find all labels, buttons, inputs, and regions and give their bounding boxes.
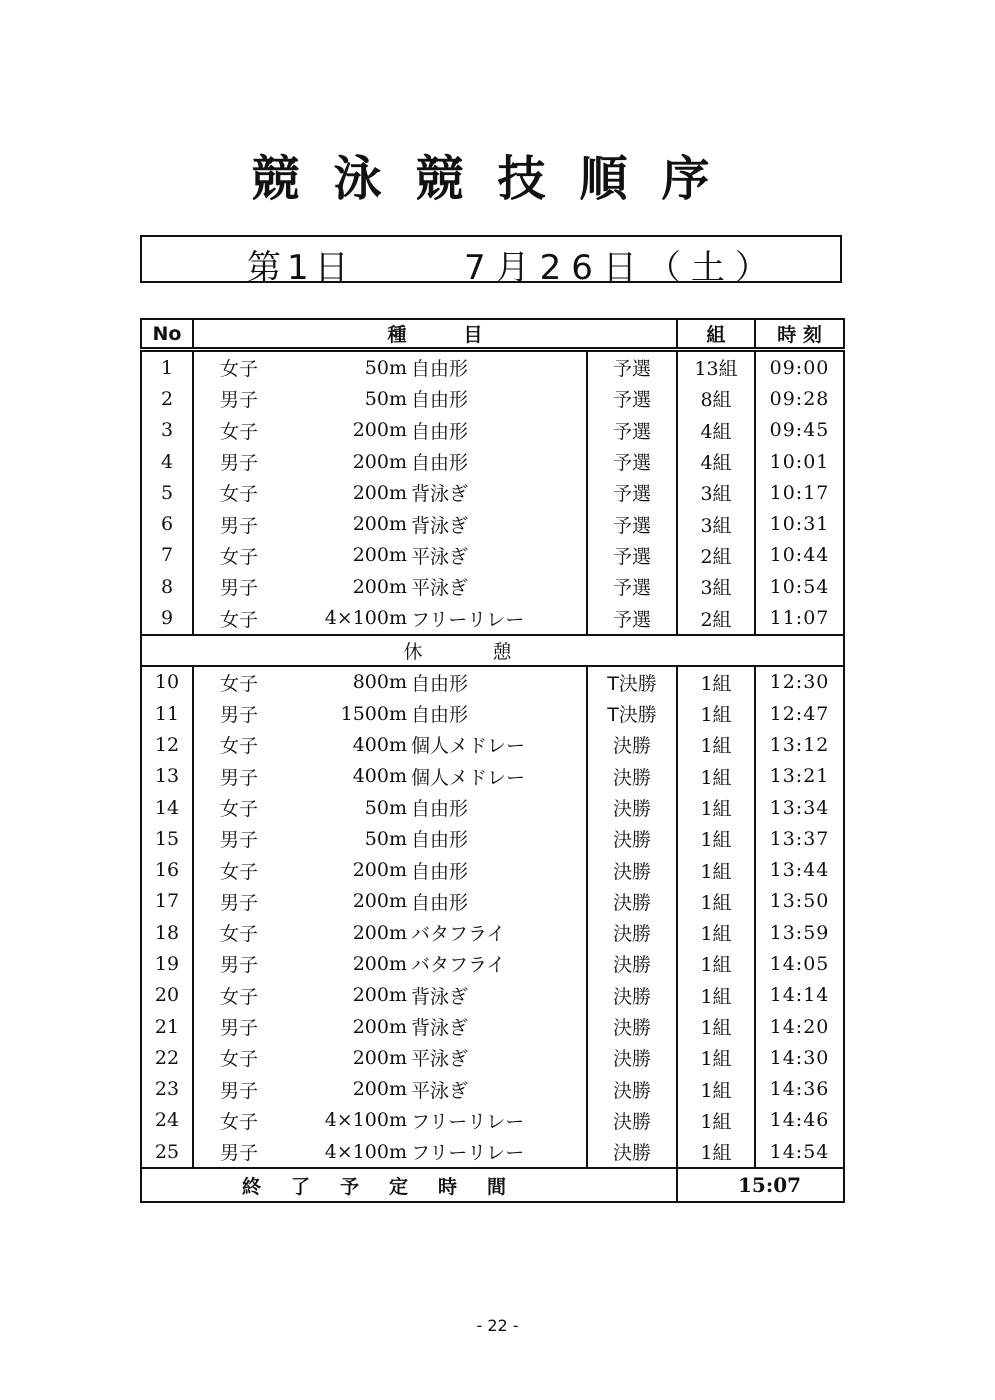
event-time: 14:14 [755, 980, 844, 1011]
event-gender: 男子 [193, 1074, 281, 1105]
event-stroke: 平泳ぎ [411, 1079, 469, 1102]
event-number: 10 [141, 666, 193, 698]
event-gender: 女子 [193, 540, 281, 571]
event-number: 16 [141, 854, 193, 885]
table-row [141, 1136, 844, 1168]
event-stroke: 自由形 [411, 704, 469, 727]
event-distance: 4×100m [324, 607, 407, 630]
event-gender: 男子 [193, 1136, 281, 1168]
table-row [141, 698, 844, 729]
event-round: 決勝 [587, 948, 677, 979]
event-number: 20 [141, 980, 193, 1011]
table-row [141, 1042, 844, 1073]
event-stroke: 背泳ぎ [411, 985, 469, 1008]
table-row [141, 823, 844, 854]
end-time-row [141, 1168, 844, 1202]
event-number: 4 [141, 446, 193, 477]
event-stroke: 自由形 [411, 672, 469, 695]
event-round: 予選 [587, 571, 677, 602]
event-stroke: 背泳ぎ [411, 483, 469, 506]
event-distance: 4×100m [324, 1140, 407, 1163]
event-stroke: 自由形 [411, 860, 469, 883]
event-gender: 女子 [193, 854, 281, 885]
event-stroke: 個人メドレー [411, 766, 526, 789]
event-distance: 200m [352, 984, 407, 1007]
event-time: 10:01 [755, 446, 844, 477]
table-row [141, 792, 844, 823]
event-round: 決勝 [587, 792, 677, 823]
event-time: 14:30 [755, 1042, 844, 1073]
event-distance: 200m [352, 890, 407, 913]
page-number: - 22 - [476, 1316, 519, 1335]
event-distance: 200m [352, 1046, 407, 1069]
event-heats: 1組 [677, 886, 755, 917]
event-distance: 50m [364, 387, 407, 410]
event-round: 予選 [587, 477, 677, 508]
event-heats: 1組 [677, 698, 755, 729]
event-gender: 男子 [193, 823, 281, 854]
event-stroke: 自由形 [411, 389, 469, 412]
event-round: 予選 [587, 350, 677, 384]
end-time: 15:07 [677, 1168, 844, 1202]
event-gender: 男子 [193, 886, 281, 917]
event-number: 8 [141, 571, 193, 602]
event-heats: 4組 [677, 415, 755, 446]
event-distance: 400m [352, 765, 407, 788]
event-time: 13:44 [755, 854, 844, 885]
event-distance: 200m [352, 921, 407, 944]
event-round: 決勝 [587, 1042, 677, 1073]
event-heats: 1組 [677, 1105, 755, 1136]
event-stroke: 背泳ぎ [411, 1017, 469, 1040]
event-gender: 女子 [193, 1042, 281, 1073]
event-distance: 200m [352, 1015, 407, 1038]
schedule-table [140, 318, 845, 1203]
table-row [141, 948, 844, 979]
event-time: 10:31 [755, 508, 844, 539]
event-gender: 男子 [193, 761, 281, 792]
event-distance: 200m [352, 450, 407, 473]
event-number: 25 [141, 1136, 193, 1168]
header-time: 時 刻 [755, 319, 844, 350]
table-row [141, 350, 844, 384]
event-distance: 200m [352, 419, 407, 442]
event-round: 決勝 [587, 761, 677, 792]
event-round: T決勝 [587, 666, 677, 698]
event-heats: 2組 [677, 602, 755, 634]
event-time: 13:50 [755, 886, 844, 917]
event-round: 決勝 [587, 729, 677, 760]
event-time: 14:05 [755, 948, 844, 979]
event-time: 14:36 [755, 1074, 844, 1105]
event-distance: 4×100m [324, 1109, 407, 1132]
event-stroke: 平泳ぎ [411, 545, 469, 568]
event-heats: 1組 [677, 917, 755, 948]
morning-session [141, 350, 844, 635]
table-row [141, 571, 844, 602]
header-no: No [141, 319, 193, 350]
event-time: 09:28 [755, 383, 844, 414]
table-row [141, 854, 844, 885]
event-stroke: フリーリレー [411, 1110, 525, 1133]
event-stroke: 背泳ぎ [411, 514, 469, 537]
event-number: 21 [141, 1011, 193, 1042]
event-time: 12:47 [755, 698, 844, 729]
event-distance: 200m [352, 859, 407, 882]
event-number: 5 [141, 477, 193, 508]
table-row [141, 761, 844, 792]
event-heats: 1組 [677, 1042, 755, 1073]
event-distance: 50m [364, 827, 407, 850]
event-distance: 1500m [340, 702, 407, 725]
event-heats: 1組 [677, 1074, 755, 1105]
event-round: 決勝 [587, 1074, 677, 1105]
event-round: 予選 [587, 446, 677, 477]
event-heats: 1組 [677, 761, 755, 792]
event-heats: 1組 [677, 823, 755, 854]
event-number: 15 [141, 823, 193, 854]
table-row [141, 383, 844, 414]
day-label: 第1日 [247, 248, 355, 288]
table-row [141, 1074, 844, 1105]
event-number: 17 [141, 886, 193, 917]
event-stroke: 平泳ぎ [411, 577, 469, 600]
event-stroke: 平泳ぎ [411, 1048, 469, 1071]
event-stroke: バタフライ [411, 923, 506, 946]
event-stroke: 自由形 [411, 452, 469, 475]
event-stroke: バタフライ [411, 954, 506, 977]
event-distance: 200m [352, 952, 407, 975]
table-row [141, 980, 844, 1011]
event-number: 12 [141, 729, 193, 760]
event-round: 決勝 [587, 1105, 677, 1136]
event-gender: 女子 [193, 415, 281, 446]
event-round: 予選 [587, 383, 677, 414]
event-time: 13:21 [755, 761, 844, 792]
header-event: 種 目 [193, 319, 677, 350]
event-gender: 女子 [193, 602, 281, 634]
event-stroke: 自由形 [411, 798, 469, 820]
event-time: 11:07 [755, 602, 844, 634]
event-round: T決勝 [587, 698, 677, 729]
event-number: 13 [141, 761, 193, 792]
event-distance: 200m [352, 481, 407, 504]
event-round: 予選 [587, 602, 677, 634]
event-gender: 男子 [193, 446, 281, 477]
event-gender: 男子 [193, 698, 281, 729]
event-heats: 2組 [677, 540, 755, 571]
event-time: 14:54 [755, 1136, 844, 1168]
event-time: 10:44 [755, 540, 844, 571]
table-header-row [141, 319, 844, 350]
event-time: 14:20 [755, 1011, 844, 1042]
table-row [141, 729, 844, 760]
event-heats: 1組 [677, 792, 755, 823]
event-heats: 3組 [677, 508, 755, 539]
table-row [141, 540, 844, 571]
break-row [141, 635, 844, 666]
table-row [141, 1105, 844, 1136]
afternoon-session [141, 666, 844, 1169]
event-gender: 女子 [193, 980, 281, 1011]
event-number: 14 [141, 792, 193, 823]
event-distance: 200m [352, 544, 407, 567]
event-distance: 400m [352, 733, 407, 756]
event-gender: 女子 [193, 792, 281, 823]
event-heats: 1組 [677, 854, 755, 885]
event-round: 予選 [587, 415, 677, 446]
event-heats: 1組 [677, 729, 755, 760]
event-number: 7 [141, 540, 193, 571]
event-heats: 3組 [677, 571, 755, 602]
event-time: 13:37 [755, 823, 844, 854]
event-distance: 800m [352, 671, 407, 694]
event-round: 決勝 [587, 1136, 677, 1168]
page-title: 競泳競技順序 [251, 151, 744, 207]
table-row [141, 886, 844, 917]
event-time: 13:12 [755, 729, 844, 760]
event-number: 9 [141, 602, 193, 634]
event-distance: 200m [352, 1078, 407, 1101]
event-number: 22 [141, 1042, 193, 1073]
event-time: 13:59 [755, 917, 844, 948]
event-distance: 200m [352, 513, 407, 536]
event-gender: 女子 [193, 1105, 281, 1136]
event-distance: 50m [364, 796, 407, 819]
table-row [141, 917, 844, 948]
event-gender: 女子 [193, 729, 281, 760]
event-gender: 男子 [193, 571, 281, 602]
table-row [141, 508, 844, 539]
event-round: 予選 [587, 508, 677, 539]
event-gender: 女子 [193, 666, 281, 698]
event-heats: 8組 [677, 383, 755, 414]
date-label: 7月26日（土） [464, 248, 779, 288]
event-time: 14:46 [755, 1105, 844, 1136]
event-number: 6 [141, 508, 193, 539]
event-gender: 女子 [193, 350, 281, 384]
event-heats: 3組 [677, 477, 755, 508]
event-time: 12:30 [755, 666, 844, 698]
event-round: 決勝 [587, 823, 677, 854]
event-distance: 50m [364, 356, 407, 379]
event-number: 18 [141, 917, 193, 948]
event-stroke: 自由形 [411, 829, 469, 852]
event-heats: 13組 [677, 350, 755, 384]
event-round: 決勝 [587, 886, 677, 917]
event-round: 決勝 [587, 917, 677, 948]
table-row [141, 446, 844, 477]
event-stroke: フリーリレー [411, 1142, 525, 1165]
event-number: 23 [141, 1074, 193, 1105]
event-number: 11 [141, 698, 193, 729]
event-gender: 女子 [193, 477, 281, 508]
event-gender: 男子 [193, 383, 281, 414]
event-round: 決勝 [587, 1011, 677, 1042]
event-time: 09:45 [755, 415, 844, 446]
event-gender: 女子 [193, 917, 281, 948]
header-heats: 組 [677, 319, 755, 350]
day-header-box [140, 235, 842, 288]
event-number: 24 [141, 1105, 193, 1136]
event-heats: 1組 [677, 1136, 755, 1168]
event-time: 10:54 [755, 571, 844, 602]
event-number: 2 [141, 383, 193, 414]
event-heats: 1組 [677, 1011, 755, 1042]
event-stroke: フリーリレー [411, 608, 525, 631]
event-stroke: 自由形 [411, 358, 469, 381]
table-row [141, 1011, 844, 1042]
event-gender: 男子 [193, 1011, 281, 1042]
event-number: 1 [141, 350, 193, 384]
event-heats: 1組 [677, 948, 755, 979]
event-number: 19 [141, 948, 193, 979]
table-row [141, 415, 844, 446]
table-row [141, 666, 844, 698]
table-row [141, 477, 844, 508]
event-time: 10:17 [755, 477, 844, 508]
event-distance: 200m [352, 575, 407, 598]
event-gender: 男子 [193, 948, 281, 979]
event-time: 13:34 [755, 792, 844, 823]
event-gender: 男子 [193, 508, 281, 539]
event-round: 決勝 [587, 980, 677, 1011]
event-time: 09:00 [755, 350, 844, 384]
event-heats: 1組 [677, 980, 755, 1011]
event-number: 3 [141, 415, 193, 446]
break-label: 休憩 [141, 635, 844, 666]
event-stroke: 自由形 [411, 420, 469, 443]
table-row [141, 602, 844, 634]
event-heats: 4組 [677, 446, 755, 477]
event-round: 決勝 [587, 854, 677, 885]
event-heats: 1組 [677, 666, 755, 698]
event-stroke: 自由形 [411, 891, 469, 914]
event-stroke: 個人メドレー [411, 735, 526, 758]
event-round: 予選 [587, 540, 677, 571]
end-label: 終了予定時間 [141, 1168, 677, 1202]
